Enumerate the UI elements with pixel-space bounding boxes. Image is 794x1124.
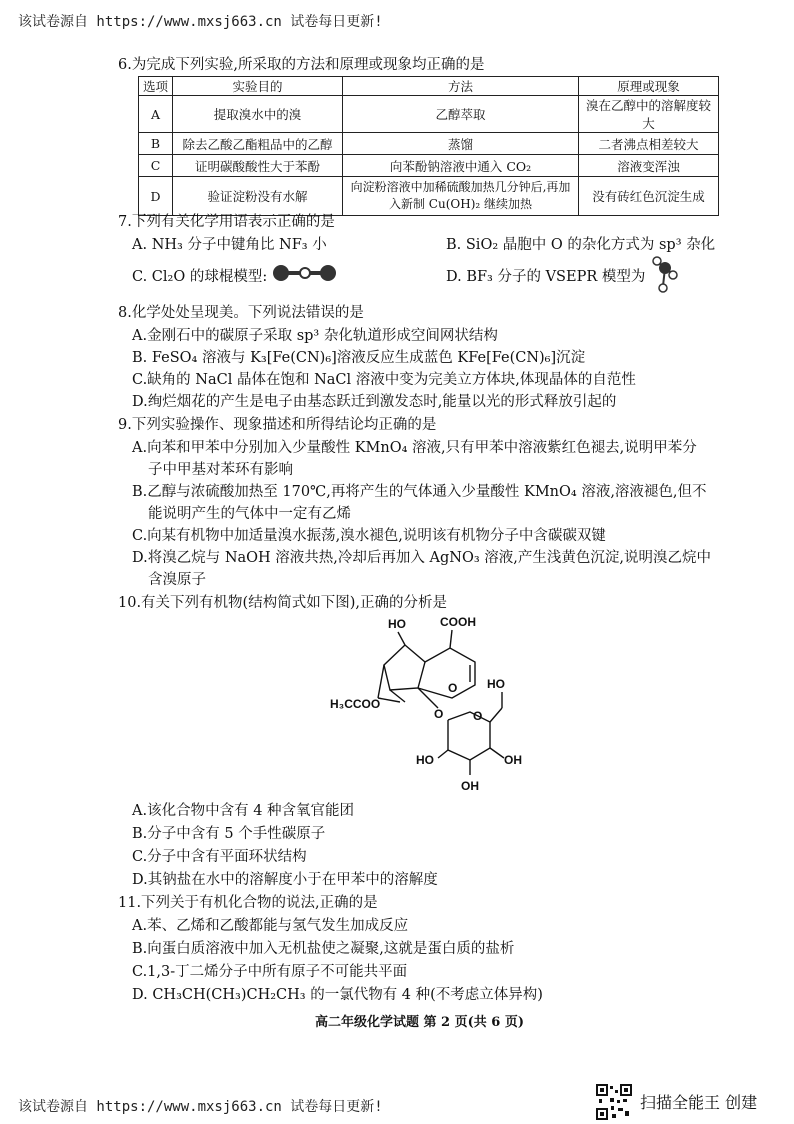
question-7-option-c: C. Cl₂O 的球棍模型: <box>132 269 268 285</box>
chem-label: O <box>448 681 458 695</box>
question-7-option-a: A. NH₃ 分子中键角比 NF₃ 小 <box>132 237 327 253</box>
question-10-option-b: B.分子中含有 5 个手性碳原子 <box>132 826 326 842</box>
table-cell: 验证淀粉没有水解 <box>173 177 343 216</box>
chem-label: HO <box>487 677 505 691</box>
qr-code-icon <box>596 1084 632 1120</box>
chem-label: COOH <box>440 615 476 629</box>
question-7-option-d: D. BF₃ 分子的 VSEPR 模型为 <box>446 269 646 285</box>
question-8-option-b: B. FeSO₄ 溶液与 K₃[Fe(CN)₆]溶液反应生成蓝色 KFe[Fe(CN)₆]沉淀 <box>132 350 586 366</box>
table-row <box>139 155 719 177</box>
table-cell: 溶液变浑浊 <box>579 155 719 177</box>
question-9-option-a: A.向苯和甲苯中分别加入少量酸性 KMnO₄ 溶液,只有甲苯中溶液紫红色褪去,说明甲苯分 <box>132 440 697 456</box>
question-8-option-c: C.缺角的 NaCl 晶体在饱和 NaCl 溶液中变为完美立方体块,体现晶体的自范性 <box>132 372 636 388</box>
table-cell: 二者沸点相差较大 <box>579 133 719 155</box>
question-7-option-b: B. SiO₂ 晶胞中 O 的杂化方式为 sp³ 杂化 <box>446 237 716 253</box>
question-10-option-c: C.分子中含有平面环状结构 <box>132 849 307 865</box>
question-11-option-a: A.苯、乙烯和乙酸都能与氢气发生加成反应 <box>132 918 409 934</box>
table-cell: 除去乙酸乙酯粗品中的乙醇 <box>173 133 343 155</box>
question-9-stem: 9.下列实验操作、现象描述和所得结论均正确的是 <box>118 417 437 433</box>
table-cell: D <box>139 177 173 216</box>
chem-label: HO <box>416 753 434 767</box>
table-cell: 溴在乙醇中的溶解度较大 <box>579 96 719 133</box>
vsepr-model-image <box>652 254 678 294</box>
table-row <box>139 96 719 133</box>
question-11-option-b: B.向蛋白质溶液中加入无机盐使之凝聚,这就是蛋白质的盐析 <box>132 941 515 957</box>
structural-formula-image <box>330 610 590 800</box>
chem-label: OH <box>461 779 479 793</box>
ball-and-stick-model-image <box>270 262 340 284</box>
chem-label: O <box>473 709 483 723</box>
table-cell: B <box>139 133 173 155</box>
chem-label: OH <box>504 753 522 767</box>
table-cell: 没有砖红色沉淀生成 <box>579 177 719 216</box>
table-cell: 证明碳酸酸性大于苯酚 <box>173 155 343 177</box>
question-11-stem: 11.下列关于有机化合物的说法,正确的是 <box>118 895 378 911</box>
table-header-cell: 方法 <box>343 77 579 96</box>
table-cell: A <box>139 96 173 133</box>
table-header-row <box>139 77 719 96</box>
table-row <box>139 133 719 155</box>
table-header-cell: 实验目的 <box>173 77 343 96</box>
chem-label: O <box>434 707 444 721</box>
page-footer: 高二年级化学试题 第 2 页(共 6 页) <box>315 1015 525 1030</box>
question-7-stem: 7.下列有关化学用语表示正确的是 <box>118 214 335 230</box>
watermark-bottom: 该试卷源自 https://www.mxsj663.cn 试卷每日更新! <box>18 1099 383 1115</box>
question-10-stem: 10.有关下列有机物(结构简式如下图),正确的分析是 <box>118 595 447 611</box>
table-cell: C <box>139 155 173 177</box>
watermark-top: 该试卷源自 https://www.mxsj663.cn 试卷每日更新! <box>18 14 383 30</box>
question-6-stem: 6.为完成下列实验,所采取的方法和原理或现象均正确的是 <box>118 57 485 73</box>
chem-label: HO <box>388 617 406 631</box>
question-9-option-b-cont: 能说明产生的气体中一定有乙烯 <box>148 506 351 522</box>
table-cell: 向淀粉溶液中加稀硫酸加热几分钟后,再加入新制 Cu(OH)₂ 继续加热 <box>343 177 579 216</box>
question-6-table <box>138 76 719 216</box>
question-8-option-a: A.金刚石中的碳原子采取 sp³ 杂化轨道形成空间网状结构 <box>132 328 498 344</box>
question-9-option-b: B.乙醇与浓硫酸加热至 170℃,再将产生的气体通入少量酸性 KMnO₄ 溶液,溶液褪色,但不 <box>132 484 707 500</box>
table-cell: 蒸馏 <box>343 133 579 155</box>
table-cell: 乙醇萃取 <box>343 96 579 133</box>
chem-label: H₃CCOO <box>330 697 381 711</box>
question-11-option-d: D. CH₃CH(CH₃)CH₂CH₃ 的一氯代物有 4 种(不考虑立体异构) <box>132 987 543 1003</box>
question-11-option-c: C.1,3-丁二烯分子中所有原子不可能共平面 <box>132 964 408 980</box>
question-10-option-d: D.其钠盐在水中的溶解度小于在甲苯中的溶解度 <box>132 872 438 888</box>
question-10-option-a: A.该化合物中含有 4 种含氧官能团 <box>132 803 355 819</box>
table-header-cell: 选项 <box>139 77 173 96</box>
question-9-option-d-cont: 含溴原子 <box>148 572 206 588</box>
question-9-option-d: D.将溴乙烷与 NaOH 溶液共热,冷却后再加入 AgNO₃ 溶液,产生浅黄色沉淀,说明溴乙烷中 <box>132 550 711 566</box>
table-header-cell: 原理或现象 <box>579 77 719 96</box>
question-9-option-c: C.向某有机物中加适量溴水振荡,溴水褪色,说明该有机物分子中含碳碳双键 <box>132 528 606 544</box>
table-cell: 向苯酚钠溶液中通入 CO₂ <box>343 155 579 177</box>
question-8-stem: 8.化学处处呈现美。下列说法错误的是 <box>118 305 364 321</box>
table-cell: 提取溴水中的溴 <box>173 96 343 133</box>
scanner-credit: 扫描全能王 创建 <box>640 1093 758 1112</box>
question-8-option-d: D.绚烂烟花的产生是电子由基态跃迁到激发态时,能量以光的形式释放引起的 <box>132 394 617 410</box>
question-9-option-a-cont: 子中甲基对苯环有影响 <box>148 462 293 478</box>
